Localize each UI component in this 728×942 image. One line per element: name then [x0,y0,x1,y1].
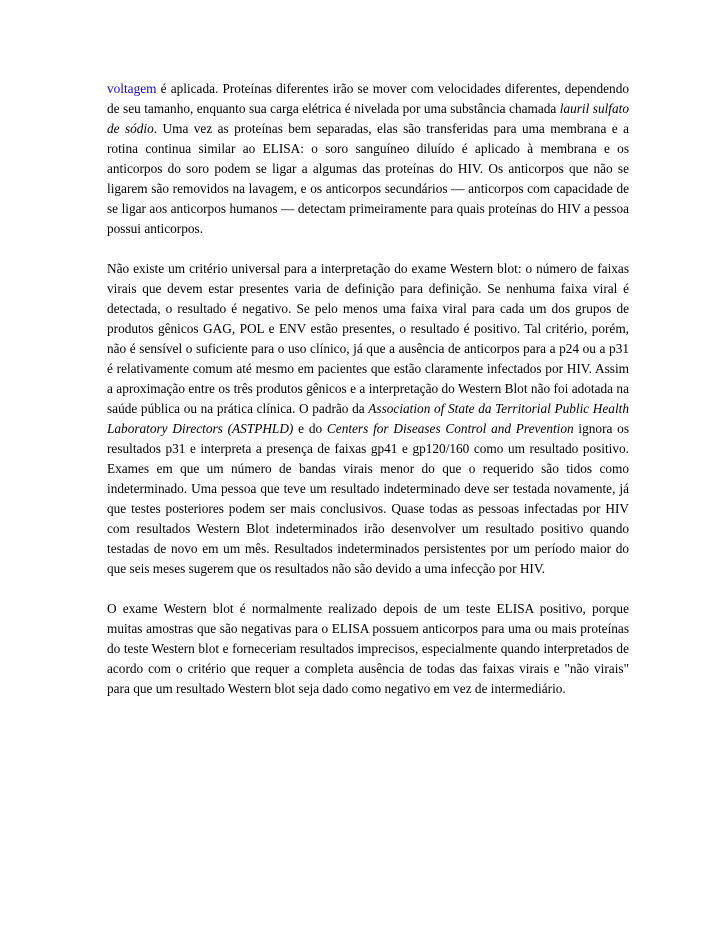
paragraph-2-italic-astphld: Association of State da Territorial Public Health Laboratory Directors (ASTPHLD) [107,401,629,436]
paragraph-1 [107,79,629,239]
paragraph-2-text-3: ignora os resultados p31 e interpreta a presença de faixas gp41 e gp120/160 como um resultado positivo. Exames em que um número de bandas virais menor do que o requerido são tidos como indeterminado. Uma pessoa que teve um resultado indeterminado deve ser testada novamente, já que testes posteriores podem ser mais conclusivos. Quase todas as pessoas infectadas por HIV com resultados Western Blot indeterminados irão desenvolver um resultado positivo quando testadas de novo em um mês. Resultados indeterminados persistentes por um período maior do que seis meses sugerem que os resultados não são devido a uma infecção por HIV. [107,421,630,576]
paragraph-2 [107,259,629,579]
paragraph-2-text-1: Não existe um critério universal para a interpretação do exame Western blot: o número de faixas virais que devem estar presentes varia de definição para definição. Se nenhuma faixa viral é detectada, o resultado é negativo. Se pelo menos uma faixa viral para cada um dos grupos de produtos gênicos GAG, POL e ENV estão presentes, o resultado é positivo. Tal critério, porém, não é sensível o suficiente para o uso clínico, já que a ausência de anticorpos para a p24 ou a p31 é relativamente comum até mesmo em pacientes que estão claramente infectados por HIV. Assim a aproximação entre os três produtos gênicos e a interpretação do Western Blot não foi adotada na saúde pública ou na prática clínica. O padrão da [107,261,629,416]
paragraph-1-text-1: é aplicada. Proteínas diferentes irão se mover com velocidades diferentes, dependendo de seu tamanho, enquanto sua carga elétrica é nivelada por uma substância chamada [107,81,629,116]
paragraph-2-text-2: e do [293,421,327,436]
paragraph-3-text-1: O exame Western blot é normalmente realizado depois de um teste ELISA positivo, porque muitas amostras que são negativas para o ELISA possuem anticorpos para uma ou mais proteínas do teste Western blot e forneceriam resultados imprecisos, especialmente quando interpretados de acordo com o critério que requer a completa ausência de todas das faixas virais e "não virais" para que um resultado Western blot seja dado como negativo em vez de intermediário. [107,601,629,696]
paragraph-2-italic-cdc: Centers for Diseases Control and Prevention [326,421,574,436]
paragraph-1-text-2: . Uma vez as proteínas bem separadas, elas são transferidas para uma membrana e a rotina continua similar ao ELISA: o soro sanguíneo diluído é aplicado à membrana e os anticorpos do soro podem se ligar a algumas das proteínas do HIV. Os anticorpos que não se ligarem são removidos na lavagem, e os anticorpos secundários — anticorpos com capacidade de se ligar aos anticorpos humanos — detectam primeiramente para quais proteínas do HIV a pessoa possui anticorpos. [107,121,629,236]
voltagem-link[interactable]: voltagem [107,81,157,96]
paragraph-3 [107,599,629,699]
paragraph-1-italic-term: lauril sulfato de sódio [107,101,629,136]
document-page [107,79,629,719]
